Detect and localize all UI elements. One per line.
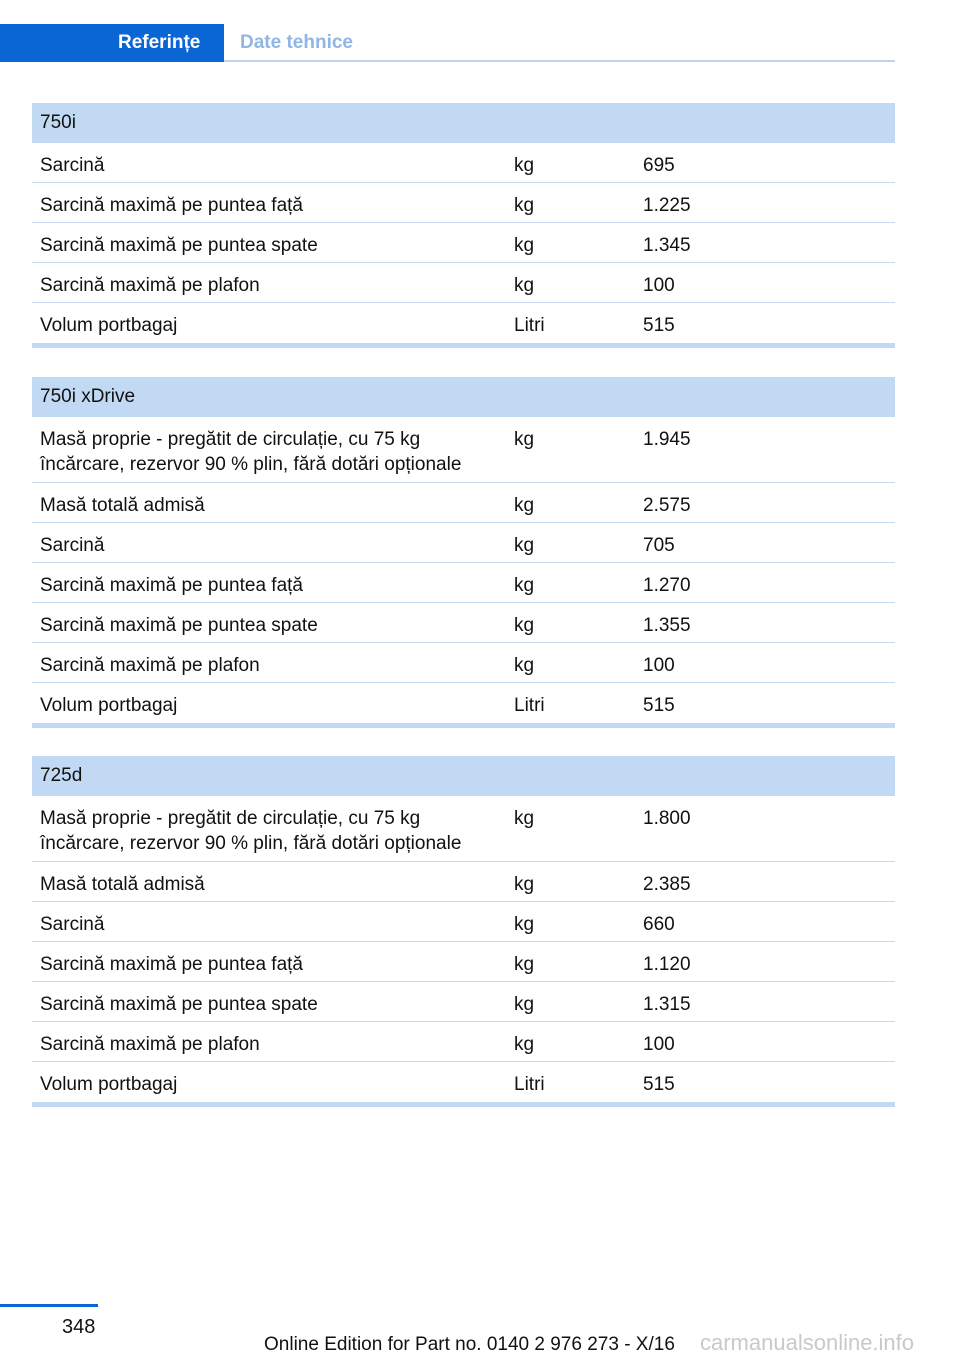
table-row [32, 683, 895, 723]
row-unit: kg [514, 994, 535, 1015]
row-value: 1.120 [643, 954, 691, 975]
footer-accent-line [0, 1304, 98, 1307]
row-label: Sarcină [40, 914, 105, 935]
table-row [32, 1062, 895, 1102]
row-unit: kg [514, 954, 535, 975]
row-label: Volum portbagaj [40, 1074, 178, 1095]
table-title: 750i xDrive [32, 377, 895, 417]
tab-references[interactable]: Referințe [0, 24, 224, 62]
row-label: Volum portbagaj [40, 315, 178, 336]
table-row [32, 523, 895, 563]
watermark: carmanualsonline.info [700, 1330, 915, 1355]
spec-table-725d [32, 756, 895, 1107]
row-value: 515 [643, 315, 675, 336]
table-row [32, 982, 895, 1022]
table-end-rule [32, 343, 895, 348]
row-unit: kg [514, 155, 535, 176]
row-label: Volum portbagaj [40, 695, 178, 716]
row-unit: kg [514, 615, 535, 636]
table-row [32, 942, 895, 982]
table-end-rule [32, 1102, 895, 1107]
row-unit: kg [514, 655, 535, 676]
row-value: 100 [643, 1034, 675, 1055]
row-unit: kg [514, 235, 535, 256]
row-label: Masă totală admisă [40, 495, 205, 516]
table-row [32, 263, 895, 303]
row-unit: Litri [514, 315, 545, 336]
table-row [32, 417, 895, 483]
row-label: Sarcină maximă pe plafon [40, 275, 260, 296]
row-label: Sarcină maximă pe puntea față [40, 195, 303, 216]
row-label: Sarcină maximă pe puntea spate [40, 235, 318, 256]
row-label: Sarcină [40, 155, 105, 176]
edition-note: Online Edition for Part no. 0140 2 976 273 - X/16 [264, 1334, 675, 1355]
row-unit: kg [514, 195, 535, 216]
row-label: Sarcină [40, 535, 105, 556]
table-row [32, 483, 895, 523]
page-number: 348 [62, 1316, 96, 1338]
row-label: Sarcină maximă pe plafon [40, 1034, 260, 1055]
row-value: 2.575 [643, 495, 691, 516]
table-row [32, 303, 895, 343]
row-value: 695 [643, 155, 675, 176]
table-row [32, 183, 895, 223]
table-title: 725d [32, 756, 895, 796]
row-label: Sarcină maximă pe puntea spate [40, 994, 318, 1015]
row-unit: kg [514, 874, 535, 895]
row-label: Sarcină maximă pe puntea față [40, 575, 303, 596]
row-label: Sarcină maximă pe puntea spate [40, 615, 318, 636]
table-row [32, 563, 895, 603]
spec-table-750i [32, 103, 895, 348]
row-value: 1.315 [643, 994, 691, 1015]
row-value: 515 [643, 695, 675, 716]
row-unit: kg [514, 275, 535, 296]
row-value: 100 [643, 655, 675, 676]
row-unit: Litri [514, 695, 545, 716]
row-unit: kg [514, 914, 535, 935]
row-label: Sarcină maximă pe plafon [40, 655, 260, 676]
row-label: Masă proprie - pregătit de circulație, cu 75 kg încărcare, rezervor 90 % plin, fără dotări opționale [40, 808, 462, 854]
row-value: 1.225 [643, 195, 691, 216]
row-unit: kg [514, 495, 535, 516]
table-row [32, 603, 895, 643]
row-value: 1.345 [643, 235, 691, 256]
row-label: Sarcină maximă pe puntea față [40, 954, 303, 975]
row-value: 1.945 [643, 429, 691, 450]
row-label: Masă totală admisă [40, 874, 205, 895]
row-value: 660 [643, 914, 675, 935]
row-value: 100 [643, 275, 675, 296]
row-unit: kg [514, 575, 535, 596]
row-value: 705 [643, 535, 675, 556]
row-value: 1.800 [643, 808, 691, 829]
row-value: 515 [643, 1074, 675, 1095]
tab-technical-data[interactable]: Date tehnice [240, 32, 353, 53]
row-unit: kg [514, 429, 535, 450]
table-row [32, 223, 895, 263]
row-value: 1.270 [643, 575, 691, 596]
row-unit: kg [514, 1034, 535, 1055]
spec-table-750i-xdrive [32, 377, 895, 728]
row-unit: Litri [514, 1074, 545, 1095]
table-row [32, 902, 895, 942]
row-unit: kg [514, 808, 535, 829]
table-row [32, 1022, 895, 1062]
table-title: 750i [32, 103, 895, 143]
row-value: 2.385 [643, 874, 691, 895]
table-row [32, 862, 895, 902]
table-end-rule [32, 723, 895, 728]
table-row [32, 796, 895, 862]
row-label: Masă proprie - pregătit de circulație, cu 75 kg încărcare, rezervor 90 % plin, fără dotări opționale [40, 429, 462, 475]
row-value: 1.355 [643, 615, 691, 636]
table-row [32, 143, 895, 183]
row-unit: kg [514, 535, 535, 556]
section-header [0, 24, 895, 62]
table-row [32, 643, 895, 683]
